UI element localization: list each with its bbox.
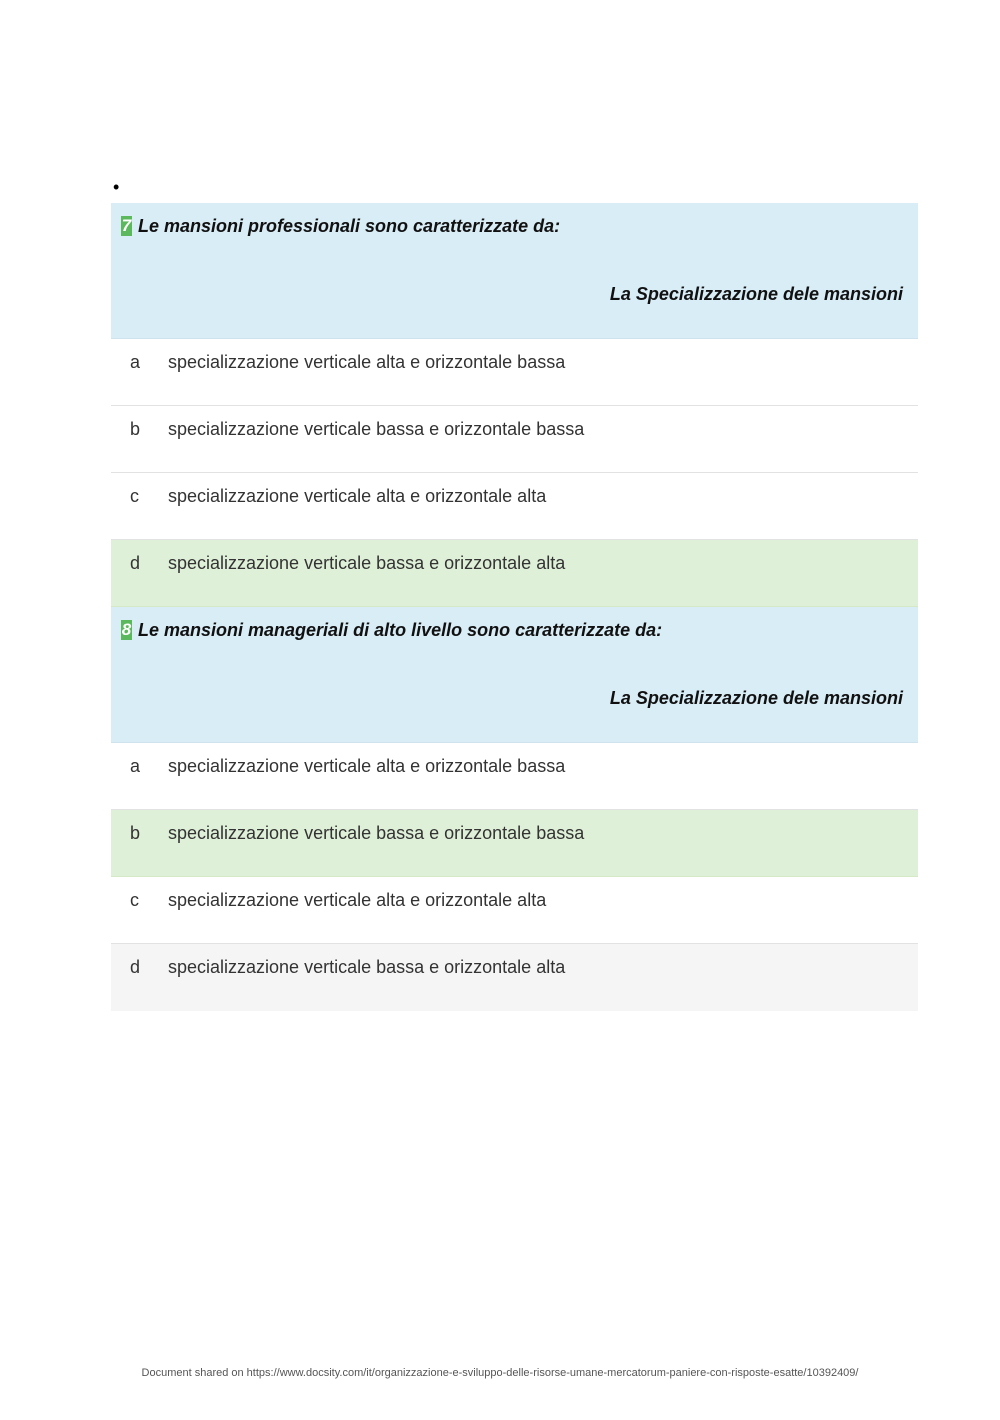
answer-letter: c — [130, 890, 139, 910]
question-8 — [111, 607, 918, 1011]
question-topic: La Specializzazione dele mansioni — [609, 688, 903, 708]
question-number-badge: 8 — [121, 620, 132, 639]
answer-letter: c — [130, 486, 139, 506]
answer-option-a[interactable] — [111, 339, 918, 406]
question-header — [111, 607, 918, 743]
quiz-list — [111, 203, 918, 1011]
question-number-badge: 7 — [121, 216, 132, 235]
question-text: Le mansioni professionali sono caratterizzate da: — [138, 216, 561, 236]
answer-letter: d — [130, 553, 141, 573]
question-topic: La Specializzazione dele mansioni — [609, 284, 903, 304]
answer-text: specializzazione verticale bassa e orizzontale bassa — [168, 823, 585, 843]
answer-letter: a — [130, 756, 141, 776]
answer-option-a[interactable] — [111, 743, 918, 810]
question-text: Le mansioni manageriali di alto livello sono caratterizzate da: — [138, 620, 663, 640]
answer-option-d-correct[interactable] — [111, 540, 918, 607]
answer-text: specializzazione verticale alta e orizzontale alta — [168, 890, 547, 910]
answer-option-c[interactable] — [111, 877, 918, 944]
answer-option-c[interactable] — [111, 473, 918, 540]
question-header — [111, 203, 918, 339]
document-footer: Document shared on https://www.docsity.com/it/organizzazione-e-sviluppo-delle-risorse-umane-mercatorum-paniere-con-risposte-esatte/10392409/ — [141, 1367, 859, 1379]
answer-text: specializzazione verticale bassa e orizzontale alta — [168, 957, 566, 977]
question-7 — [111, 203, 918, 607]
answer-text: specializzazione verticale alta e orizzontale alta — [168, 486, 547, 506]
answer-text: specializzazione verticale bassa e orizzontale alta — [168, 553, 566, 573]
answer-letter: a — [130, 352, 141, 372]
bullet-mark: • — [113, 177, 120, 197]
answer-text: specializzazione verticale alta e orizzontale bassa — [168, 756, 566, 776]
answer-option-b-correct[interactable] — [111, 810, 918, 877]
answer-letter: b — [130, 823, 141, 843]
answer-letter: b — [130, 419, 141, 439]
answer-text: specializzazione verticale alta e orizzontale bassa — [168, 352, 566, 372]
answer-option-b[interactable] — [111, 406, 918, 473]
answer-letter: d — [130, 957, 141, 977]
answer-text: specializzazione verticale bassa e orizzontale bassa — [168, 419, 585, 439]
answer-option-d[interactable] — [111, 944, 918, 1011]
